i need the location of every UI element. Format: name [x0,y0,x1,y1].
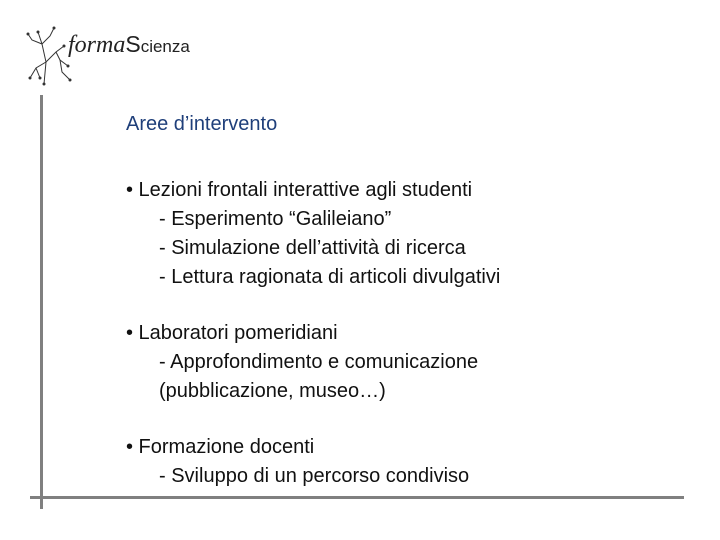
sub-item: (pubblicazione, museo…) [159,380,386,402]
sub-item: - Approfondimento e comunicazione [159,351,479,373]
sub-item: - Simulazione dell’attività di ricerca [159,237,466,259]
bullet-item: • Lezioni frontali interattive agli studenti [126,179,473,201]
sub-item: - Lettura ragionata di articoli divulgativi [159,266,501,288]
sub-item: - Sviluppo di un percorso condiviso [159,465,470,487]
bullet-item: • Laboratori pomeridiani [126,322,338,344]
section-formazione [126,433,686,491]
section-laboratori [126,319,686,406]
sub-item: - Esperimento “Galileiano” [159,208,392,230]
logo-word-scienza [125,31,190,57]
slide-heading: Aree d’intervento [126,113,278,135]
vertical-rule [40,95,43,509]
section-lezioni [126,176,686,292]
logo-word-scienza-rest: cienza [140,37,190,56]
logo-wordmark [68,32,190,59]
bullet-item: • Formazione docenti [126,436,315,458]
slide-content [126,110,686,518]
formascienza-logo [24,22,190,92]
logo-word-scienza-cap: S [125,31,141,57]
logo-word-forma: forma [68,32,126,58]
tree-diagram-icon [24,22,74,92]
